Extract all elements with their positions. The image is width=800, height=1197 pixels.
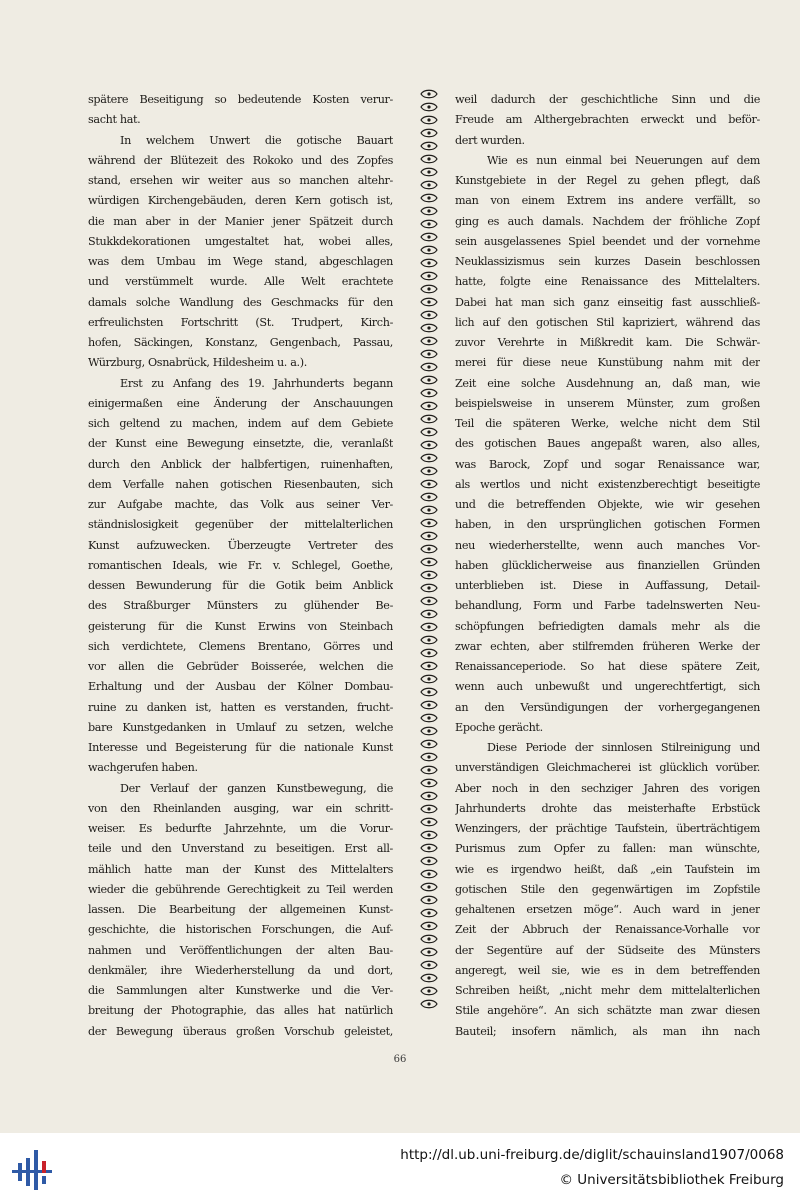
- permalink-url[interactable]: http://dl.ub.uni-freiburg.de/diglit/schauinsland1907/0068: [400, 1147, 784, 1163]
- ornament-link: [421, 220, 437, 228]
- text-line: die Sammlungen alter Kunstwerke und die Ver-: [88, 984, 393, 997]
- text-line: Purismus zum Opfer zu fallen: man wünschte,: [455, 842, 760, 856]
- ornament-link: [421, 870, 437, 878]
- text-line: an den Versündigungen der vorhergegangenen: [455, 700, 760, 714]
- text-line: was dem Umbau im Wege stand, abgeschlagen: [88, 255, 393, 268]
- ornament-link: [421, 584, 437, 592]
- text-line: wie es irgendwo heißt, daß „ein Taufstein im: [455, 862, 760, 876]
- text-line: wenn auch unbewußt und ungerechtfertigt, sich: [455, 680, 760, 694]
- ornament-link: [421, 883, 437, 891]
- ornament-link: [421, 610, 437, 618]
- ornament-link: [421, 701, 437, 709]
- left-text-column: [88, 90, 393, 1042]
- text-line: gehaltenen ersetzen möge“. Auch ward in jener: [455, 903, 760, 916]
- text-line: von den Rheinlanden ausging, war ein schritt-: [88, 801, 393, 815]
- text-line: Würzburg, Osnabrück, Hildesheim u. a.).: [88, 356, 307, 370]
- text-line: Erst zu Anfang des 19. Jahrhunderts begann: [120, 376, 393, 390]
- text-line: mählich hatte man der Kunst des Mittelalters: [88, 862, 393, 876]
- text-line: zwar echten, aber stilfremden früheren Werke der: [455, 639, 760, 653]
- ornament-link: [421, 935, 437, 943]
- ornament-link: [421, 493, 437, 501]
- ornament-link: [421, 480, 437, 488]
- ornament-link: [421, 753, 437, 761]
- ornament-link: [421, 922, 437, 930]
- ornament-link: [421, 623, 437, 631]
- ornament-link: [421, 363, 437, 371]
- ornament-link: [421, 272, 437, 280]
- text-line: sich verdichtete, Clemens Brentano, Görres und: [88, 639, 393, 653]
- text-line: angeregt, weil sie, wie es in dem betreffenden: [455, 963, 760, 977]
- text-line: Bauteil; insofern nämlich, als man ihn nach: [455, 1024, 760, 1038]
- ornament-link: [421, 506, 437, 514]
- text-line: Epoche gerächt.: [455, 720, 543, 734]
- text-line: sein ausgelassenes Spiel beendet und der vornehme: [455, 234, 760, 248]
- text-line: behandlung, Form und Farbe tadelnswerten Neu-: [455, 599, 760, 613]
- text-line: damals solche Wandlung des Geschmacks für den: [88, 295, 393, 309]
- ornament-link: [421, 974, 437, 982]
- text-line: Renaissanceperiode. So hat diese spätere Zeit,: [455, 660, 760, 673]
- right-text-column: [455, 90, 760, 1042]
- ornament-link: [421, 428, 437, 436]
- ornament-link: [421, 571, 437, 579]
- text-line: geschichte, die historischen Forschungen, die Auf-: [88, 923, 393, 937]
- ornament-link: [421, 181, 437, 189]
- ornament-link: [421, 961, 437, 969]
- text-line: durch den Anblick der halbfertigen, ruinenhaften,: [88, 457, 393, 471]
- text-line: sich geltend zu machen, indem auf dem Gebiete: [88, 417, 393, 430]
- page-number: 66: [393, 1054, 407, 1065]
- ornament-link: [421, 662, 437, 670]
- ornament-link: [421, 649, 437, 657]
- text-line: sacht hat.: [88, 113, 141, 127]
- text-line: romantischen Ideals, wie Fr. v. Schlegel, Goethe,: [88, 558, 393, 572]
- text-line: des gotischen Baues angepaßt waren, also alles,: [455, 437, 760, 451]
- copyright-notice: © Universitätsbibliothek Freiburg: [559, 1172, 784, 1188]
- text-line: des Straßburger Münsters zu glühender Be-: [88, 599, 393, 613]
- text-line: Dabei hat man sich ganz einseitig fast ausschließ-: [455, 295, 760, 309]
- ornament-link: [421, 740, 437, 748]
- ornament-link: [421, 792, 437, 800]
- ornament-link: [421, 389, 437, 397]
- text-line: unterblieben ist. Diese in Auffassung, Detail-: [455, 579, 760, 592]
- text-line: der Kunst eine Bewegung einsetzte, die, veranlaßt: [88, 437, 393, 451]
- ornament-link: [421, 896, 437, 904]
- ornament-link: [421, 454, 437, 462]
- text-line: dem Verfalle nahen gotischen Riesenbauten, sich: [88, 477, 393, 491]
- ornament-link: [421, 233, 437, 241]
- text-line: Schreiben heißt, „nicht mehr dem mittelalterlichen: [455, 984, 760, 997]
- text-line: gotischen Stile den gegenwärtigen im Zopfstile: [455, 882, 760, 896]
- text-line: beispielsweise in unserem Münster, zum großen: [455, 396, 760, 410]
- ornament-link: [421, 441, 437, 449]
- ornament-link: [421, 285, 437, 293]
- ornament-link: [421, 779, 437, 787]
- text-line: der Bewegung überaus großen Vorschub geleistet,: [88, 1024, 393, 1038]
- ornament-link: [421, 714, 437, 722]
- ornament-link: [421, 142, 437, 150]
- text-line: denkmäler, ihre Wiederherstellung da und dort,: [88, 963, 393, 977]
- text-line: merei für diese neue Kunstübung nahm mit der: [455, 356, 760, 370]
- text-line: erfreulichsten Fortschritt (St. Trudpert, Kirch-: [88, 315, 393, 329]
- text-line: Der Verlauf der ganzen Kunstbewegung, die: [120, 781, 393, 795]
- ornament-link: [421, 519, 437, 527]
- ornament-link: [421, 116, 437, 124]
- text-line: zur Aufgabe machte, das Volk aus seiner Ver-: [88, 498, 393, 511]
- text-line: neu wiederherstellte, wenn auch manches Vor-: [455, 538, 760, 552]
- text-line: der Segentüre auf der Südseite des Münsters: [455, 943, 760, 957]
- ornament-link: [421, 155, 437, 163]
- ornament-link: [421, 376, 437, 384]
- text-line: wachgerufen haben.: [88, 761, 198, 775]
- text-line: wieder die gebührende Gerechtigkeit zu Teil werden: [88, 882, 393, 896]
- text-line: dert wurden.: [455, 133, 525, 147]
- ornament-link: [421, 129, 437, 137]
- ornament-link: [421, 298, 437, 306]
- ornament-link: [421, 909, 437, 917]
- ornament-link: [421, 948, 437, 956]
- vertical-ornament-border: [418, 88, 440, 1024]
- text-line: Wenzingers, der prächtige Taufstein, überträchtigem: [455, 822, 760, 835]
- text-line: lich auf den gotischen Stil kapriziert, während das: [455, 315, 760, 329]
- text-line: Jahrhunderts drohte das meisterhafte Erbstück: [455, 801, 760, 815]
- text-line: die man aber in der Manier jener Spätzeit durch: [88, 214, 393, 228]
- ornament-link: [421, 337, 437, 345]
- ornament-link: [421, 558, 437, 566]
- text-line: Zeit eine solche Ausdehnung an, daß man, wie: [455, 376, 760, 390]
- text-line: und verstümmelt wurde. Alle Welt erachtete: [88, 275, 393, 289]
- ornament-link: [421, 1000, 437, 1008]
- text-line: Teil die späteren Werke, welche nicht dem Stil: [455, 417, 760, 430]
- text-line: als wertlos und nicht existenzberechtigt beseitigte: [455, 477, 760, 491]
- ornament-link: [421, 727, 437, 735]
- text-line: Kunst aufzuwecken. Überzeugte Vertreter des: [88, 538, 393, 552]
- text-line: haben, in den ursprünglichen gotischen Formen: [455, 518, 760, 532]
- text-line: lassen. Die Bearbeitung der allgemeinen Kunst-: [88, 903, 393, 916]
- text-line: Freude am Althergebrachten erweckt und beför-: [455, 113, 760, 127]
- text-line: Zeit der Abbruch der Renaissance-Vorhalle vor: [455, 923, 760, 937]
- text-line: dessen Bewunderung für die Gotik beim Anblick: [88, 579, 393, 592]
- ornament-link: [421, 415, 437, 423]
- text-line: Interesse und Begeisterung für die nationale Kunst: [88, 741, 393, 754]
- ornament-link: [421, 597, 437, 605]
- ornament-link: [421, 259, 437, 267]
- ornament-link: [421, 818, 437, 826]
- text-line: bare Kunstgedanken in Umlauf zu setzen, welche: [88, 720, 393, 734]
- text-line: hofen, Säckingen, Konstanz, Gengenbach, Passau,: [88, 336, 393, 349]
- text-line: würdigen Kirchengebäuden, deren Kern gotisch ist,: [88, 194, 393, 208]
- text-line: ruine zu danken ist, hatten es verstanden, frucht-: [88, 700, 393, 714]
- text-line: während der Blütezeit des Rokoko und des Zopfes: [88, 153, 393, 167]
- ornament-link: [421, 194, 437, 202]
- ornament-link: [421, 844, 437, 852]
- text-line: zuvor Verehrte in Mißkredit kam. Die Schwär-: [455, 336, 760, 349]
- ornament-link: [421, 545, 437, 553]
- text-line: weil dadurch der geschichtliche Sinn und die: [455, 93, 760, 106]
- ornament-link: [421, 688, 437, 696]
- ornament-link: [421, 402, 437, 410]
- text-line: was Barock, Zopf und sogar Renaissance war,: [455, 457, 760, 471]
- text-line: Stukkdekorationen umgestaltet hat, wobei alles,: [88, 234, 393, 248]
- ornament-link: [421, 103, 437, 111]
- ornament-link: [421, 766, 437, 774]
- library-logo-icon[interactable]: [12, 1148, 52, 1192]
- ornament-link: [421, 467, 437, 475]
- text-line: Neuklassizismus sein kurzes Dasein beschlossen: [455, 255, 760, 268]
- text-line: vor allen die Gebrüder Boisserée, welchen die: [88, 660, 393, 673]
- ornament-link: [421, 246, 437, 254]
- text-line: ging es auch damals. Nachdem der fröhliche Zopf: [455, 214, 760, 228]
- text-line: Kunstgebiete in der Regel zu gehen pflegt, daß: [455, 174, 760, 187]
- text-line: nahmen und Veröffentlichungen der alten Bau-: [88, 943, 393, 957]
- ornament-link: [421, 636, 437, 644]
- text-line: Erhaltung und der Ausbau der Kölner Dombau-: [88, 680, 393, 694]
- ornament-link: [421, 168, 437, 176]
- text-line: spätere Beseitigung so bedeutende Kosten verur-: [88, 93, 393, 106]
- text-line: breitung der Photographie, das alles hat natürlich: [88, 1004, 393, 1018]
- text-line: haben glücklicherweise aus finanziellen Gründen: [455, 558, 760, 572]
- text-line: Aber noch in den sechziger Jahren des vorigen: [455, 781, 760, 795]
- ornament-link: [421, 350, 437, 358]
- text-line: stand, ersehen wir weiter aus so manchen altehr-: [88, 174, 393, 187]
- ornament-link: [421, 805, 437, 813]
- text-line: In welchem Unwert die gotische Bauart: [120, 133, 393, 147]
- text-line: Stile angehöre“. An sich schätzte man zwar diesen: [455, 1004, 760, 1018]
- ornament-link: [421, 831, 437, 839]
- text-line: weiser. Es bedurfte Jahrzehnte, um die Vorur-: [88, 822, 393, 835]
- text-line: einigermaßen eine Änderung der Anschauungen: [88, 396, 393, 410]
- ornament-link: [421, 532, 437, 540]
- text-line: geisterung für die Kunst Erwins von Steinbach: [88, 619, 393, 633]
- text-line: unverständigen Gleichmacherei ist glücklich vorüber.: [455, 761, 760, 775]
- text-line: ständnislosigkeit gegenüber der mittelalterlichen: [88, 518, 393, 532]
- ornament-link: [421, 207, 437, 215]
- text-line: hatte, folgte eine Renaissance des Mittelalters.: [455, 275, 760, 289]
- text-line: teile und den Unverstand zu beseitigen. Erst all-: [88, 842, 393, 856]
- ornament-link: [421, 987, 437, 995]
- ornament-link: [421, 675, 437, 683]
- ornament-link: [421, 90, 437, 98]
- text-line: schöpfungen befriedigten damals mehr als die: [455, 619, 760, 633]
- text-line: und die betreffenden Objekte, wie wir gesehen: [455, 498, 760, 511]
- text-line: Wie es nun einmal bei Neuerungen auf dem: [487, 153, 760, 167]
- ornament-link: [421, 311, 437, 319]
- ornament-link: [421, 324, 437, 332]
- ornament-link: [421, 857, 437, 865]
- text-line: man von einem Extrem ins andere verfällt, so: [455, 194, 760, 208]
- text-line: Diese Periode der sinnlosen Stilreinigung und: [487, 741, 760, 754]
